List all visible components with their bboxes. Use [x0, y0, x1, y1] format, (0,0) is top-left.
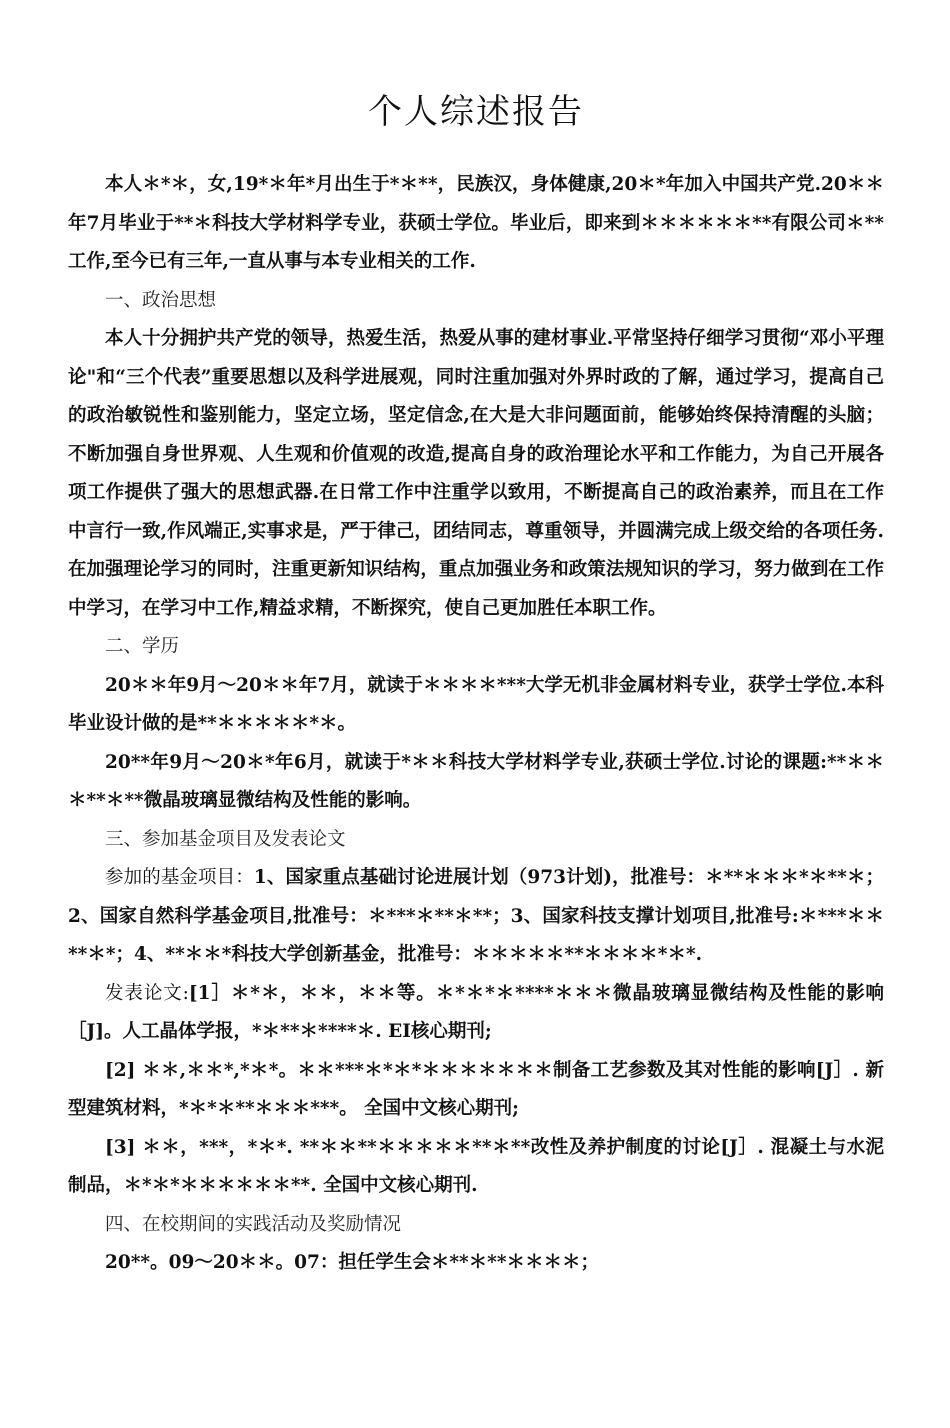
intro-paragraph: 本人＊*＊，女,19*＊年*月出生于*＊**，民族汉，身体健康,20＊*年加入中国共产党.20＊＊年7月毕业于**＊科技大学材料学专业，获硕士学位。毕业后，即来到＊＊＊＊＊＊**有限公司＊**工作,至今已有三年,一直从事与本专业相关的工作.: [68, 174, 884, 272]
education-item-masters: 20**年9月～20＊*年6月，就读于*＊＊科技大学材料学专业,获硕士学位.讨论的课题:**＊＊＊**＊**微晶玻璃显微结构及性能的影响。: [68, 751, 884, 811]
fund-projects-label: 参加的基金项目：: [105, 867, 254, 888]
document-page: [0, 84, 950, 1428]
fund-projects-text: 1、国家重点基础讨论进展计划（973计划)，批准号：＊**＊＊＊*＊**＊；2、国家自然科学基金项目,批准号：＊***＊**＊**；3、国家科技支撑计划项目,批准号:＊***＊＊**＊*；4、**＊＊*科技大学创新基金，批准号：＊＊＊＊＊**＊＊＊＊*＊*.: [68, 867, 884, 965]
education-item-undergrad: 20＊＊年9月～20＊＊年7月，就读于＊＊＊＊***大学无机非金属材料专业，获学士学位.本科毕业设计做的是**＊＊＊＊＊*＊。: [68, 674, 884, 734]
paper-item-2: [2] ＊＊,＊＊*,*＊*。＊＊***＊*＊*＊＊＊＊＊＊＊制备工艺参数及其对性能的影响[J］. 新型建筑材料，*＊*＊**＊＊＊***。 全国中文核心期刊;: [68, 1059, 884, 1119]
section-heading-politics: 一、政治思想: [105, 289, 217, 311]
paper-item-3: [3] ＊＊，***，*＊*. **＊＊**＊＊＊＊＊**＊**改性及养护制度的讨论[J］. 混凝土与水泥制品，＊*＊*＊＊＊＊＊＊**. 全国中文核心期刊.: [68, 1136, 884, 1196]
activity-item-1: 20**。09～20＊＊。07：担任学生会＊**＊**＊＊＊＊；: [105, 1252, 600, 1273]
paper-1-text: [1］＊*＊，＊＊，＊＊等。＊*＊*＊****＊＊＊微晶玻璃显微结构及性能的影响［J]。人工晶体学报，*＊**＊****＊. EI核心期刊;: [68, 982, 884, 1042]
politics-paragraph: 本人十分拥护共产党的领导，热爱生活，热爱从事的建材事业.平常坚持仔细学习贯彻“邓小平理论"和“三个代表”重要思想以及科学进展观，同时注重加强对外界时政的了解，通过学习，提高自己的政治敏锐性和鉴别能力，坚定立场，坚定信念,在大是大非问题面前，能够始终保持清醒的头脑；不断加强自身世界观、人生观和价值观的改造,提高自身的政治理论水平和工作能力，为自己开展各项工作提供了强大的思想武器.在日常工作中注重学以致用，不断提高自己的政治素养，而且在工作中言行一致,作风端正,实事求是，严于律己，团结同志，尊重领导，并圆满完成上级交给的各项任务.在加强理论学习的同时，注重更新知识结构，重点加强业务和政策法规知识的学习，努力做到在工作中学习，在学习中工作,精益求精，不断探究，使自己更加胜任本职工作。: [68, 328, 884, 619]
fund-projects-paragraph: [68, 859, 884, 975]
section-heading-education: 二、学历: [105, 636, 180, 657]
document-title: 个人综述报告: [368, 92, 584, 132]
section-heading-projects: 三、参加基金项目及发表论文: [105, 828, 346, 850]
paper-item-1: [68, 975, 884, 1052]
document-body: [68, 166, 884, 1283]
section-heading-activities: 四、在校期间的实践活动及奖励情况: [105, 1213, 402, 1235]
papers-label: 发表论文:: [105, 982, 189, 1004]
